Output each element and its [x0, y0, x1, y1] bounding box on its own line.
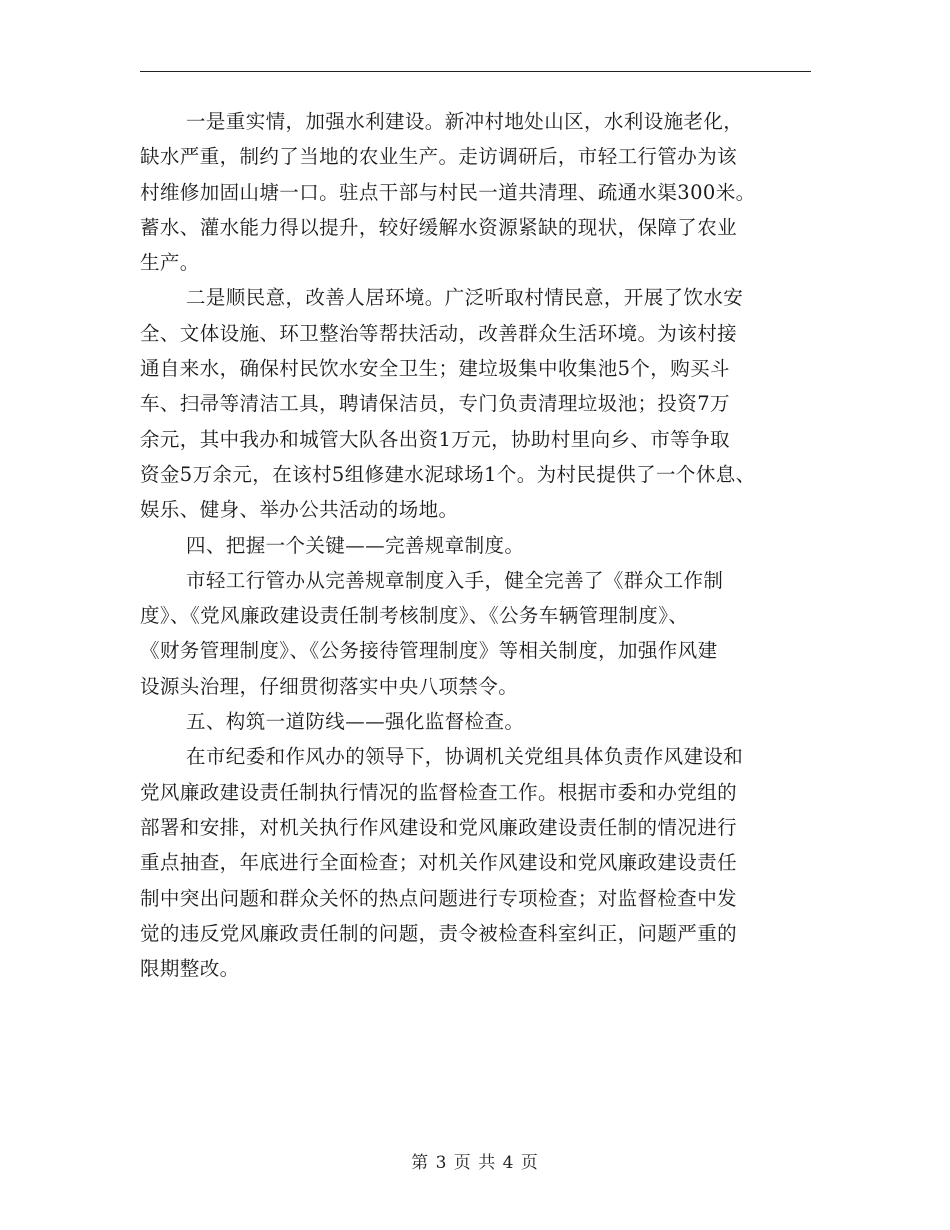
paragraph-line: 通自来水，确保村民饮水安全卫生；建垃圾集中收集池5个，购买斗: [140, 357, 730, 381]
paragraph-first-line: 一是重实情，加强水利建设。新冲村地处山区，水利设施老化，: [186, 110, 744, 133]
paragraph-line: 党风廉政建设责任制执行情况的监督检查工作。根据市委和办党组的: [140, 780, 738, 804]
paragraph-line: 村维修加固山塘一口。驻点干部与村民一道共清理、疏通水渠300米。: [140, 180, 756, 204]
paragraph-line: 度》、《党风廉政建设责任制考核制度》、《公务车辆管理制度》、: [140, 604, 689, 628]
paragraph-line: 部署和安排，对机关执行作风建设和党风廉政建设责任制的情况进行: [140, 815, 738, 839]
paragraph-line: 设源头治理，仔细贯彻落实中央八项禁令。: [140, 674, 519, 698]
paragraph-line: 余元，其中我办和城管大队各出资1万元，协助村里向乡、市等争取: [140, 427, 730, 451]
paragraph-line: 觉的违反党风廉政责任制的问题，责令被检查科室纠正，问题严重的: [140, 921, 738, 945]
paragraph-line: 限期整改。: [140, 957, 240, 981]
paragraph-first-line: 二是顺民意，改善人居环境。广泛听取村情民意，开展了饮水安: [186, 286, 744, 310]
header-rule: [140, 71, 811, 72]
paragraph-line: 全、文体设施、环卫整治等帮扶活动，改善群众生活环境。为该村接: [140, 321, 738, 345]
paragraph-line: 缺水严重，制约了当地的农业生产。走访调研后，市轻工行管办为该: [140, 145, 738, 169]
document-body: [140, 104, 830, 986]
paragraph-first-line: 五、构筑一道防线——强化监督检查。: [186, 710, 525, 734]
page-number: 第 3 页 共 4 页: [411, 1153, 539, 1173]
paragraph-line: 蓄水、灌水能力得以提升，较好缓解水资源紧缺的现状，保障了农业: [140, 215, 738, 239]
paragraph-first-line: 四、把握一个关键——完善规章制度。: [186, 533, 525, 557]
paragraph-line: 车、扫帚等清洁工具，聘请保洁员，专门负责清理垃圾池；投资7万: [140, 392, 730, 416]
paragraph-line: 资金5万余元，在该村5组修建水泥球场1个。为村民提供了一个休息、: [140, 462, 756, 486]
paragraph-line: 生产。: [140, 251, 200, 275]
paragraph-line: 重点抽查，年底进行全面检查；对机关作风建设和党风廉政建设责任: [140, 851, 738, 875]
paragraph-line: 制中突出问题和群众关怀的热点问题进行专项检查；对监督检查中发: [140, 886, 738, 910]
paragraph-first-line: 市轻工行管办从完善规章制度入手，健全完善了《群众工作制: [186, 568, 724, 592]
paragraph-line: 娱乐、健身、举办公共活动的场地。: [140, 498, 459, 522]
paragraph-line: 《财务管理制度》、《公务接待管理制度》等相关制度，加强作风建: [140, 639, 718, 663]
paragraph-first-line: 在市纪委和作风办的领导下，协调机关党组具体负责作风建设和: [186, 745, 744, 769]
